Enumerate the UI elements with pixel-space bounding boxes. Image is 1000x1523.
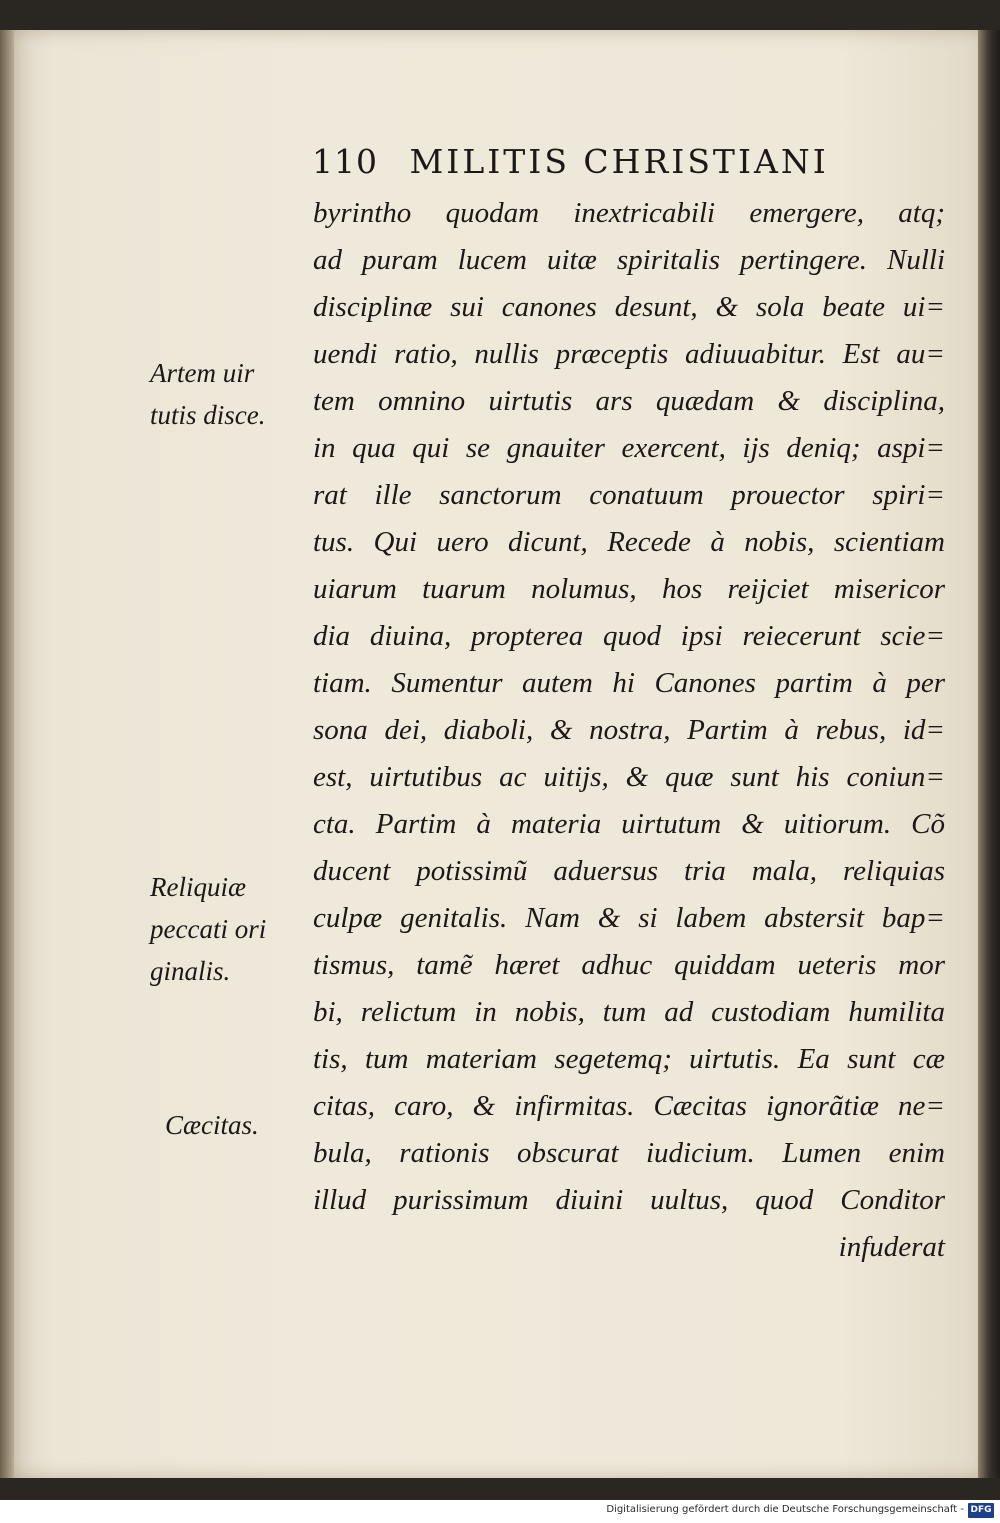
marginal-note-line: tutis disce. (150, 400, 266, 430)
text-line: tus. Qui uero dicunt, Recede à nobis, scientiam (313, 526, 945, 558)
text-line: est, uirtutibus ac uitijs, & quæ sunt his coniun= (313, 761, 945, 793)
text-line: tem omnino uirtutis ars quædam & disciplina, (313, 385, 945, 417)
digitization-footer (0, 1500, 1000, 1523)
marginal-note-artem (150, 352, 300, 436)
marginal-note-reliquiae (150, 866, 300, 992)
running-head (312, 142, 952, 190)
text-line: bi, relictum in nobis, tum ad custodiam humilita (313, 996, 945, 1028)
marginal-note-line: Cæcitas. (165, 1110, 259, 1140)
page-number: 110 (312, 142, 378, 181)
text-line: citas, caro, & infirmitas. Cæcitas ignorãtiæ ne= (313, 1090, 945, 1122)
marginal-note-line: Artem uir (150, 358, 255, 388)
text-line: uiarum tuarum nolumus, hos reijciet misericor (313, 573, 945, 605)
marginal-note-line: Reliquiæ (150, 872, 246, 902)
marginal-note-line: ginalis. (150, 956, 231, 986)
text-line: ad puram lucem uitæ spiritalis pertingere. Nulli (313, 244, 945, 276)
text-line: dia diuina, propterea quod ipsi reiecerunt scie= (313, 620, 945, 652)
main-text-block (313, 190, 945, 1224)
text-line: tismus, tamẽ hæret adhuc quiddam ueteris mor (313, 949, 945, 981)
funding-credit: Digitalisierung gefördert durch die Deutsche Forschungsgemeinschaft - (606, 1504, 964, 1515)
running-title: MILITIS CHRISTIANI (409, 142, 829, 181)
text-line: uendi ratio, nullis præceptis adiuuabitur. Est au= (313, 338, 945, 370)
text-line: ducent potissimũ aduersus tria mala, reliquias (313, 855, 945, 887)
text-line: bula, rationis obscurat iudicium. Lumen enim (313, 1137, 945, 1169)
text-line: cta. Partim à materia uirtutum & uitiorum. Cõ (313, 808, 945, 840)
dfg-logo: DFG (968, 1503, 994, 1518)
text-line: illud purissimum diuini uultus, quod Conditor (313, 1184, 945, 1216)
text-line: in qua qui se gnauiter exercent, ijs deniq; aspi= (313, 432, 945, 464)
text-line: sona dei, diaboli, & nostra, Partim à rebus, id= (313, 714, 945, 746)
text-line: tiam. Sumentur autem hi Canones partim à per (313, 667, 945, 699)
text-line: tis, tum materiam segetemq; uirtutis. Ea sunt cæ (313, 1043, 945, 1075)
catchword: infuderat (838, 1231, 945, 1263)
text-line: culpæ genitalis. Nam & si labem abstersit bap= (313, 902, 945, 934)
page-fore-edge (978, 30, 1000, 1478)
text-line: disciplinæ sui canones desunt, & sola beate ui= (313, 291, 945, 323)
text-line: byrintho quodam inextricabili emergere, atq; (313, 197, 945, 229)
marginal-note-caecitas (165, 1104, 315, 1146)
marginal-note-line: peccati ori (150, 914, 267, 944)
text-line: rat ille sanctorum conatuum prouector spiri= (313, 479, 945, 511)
